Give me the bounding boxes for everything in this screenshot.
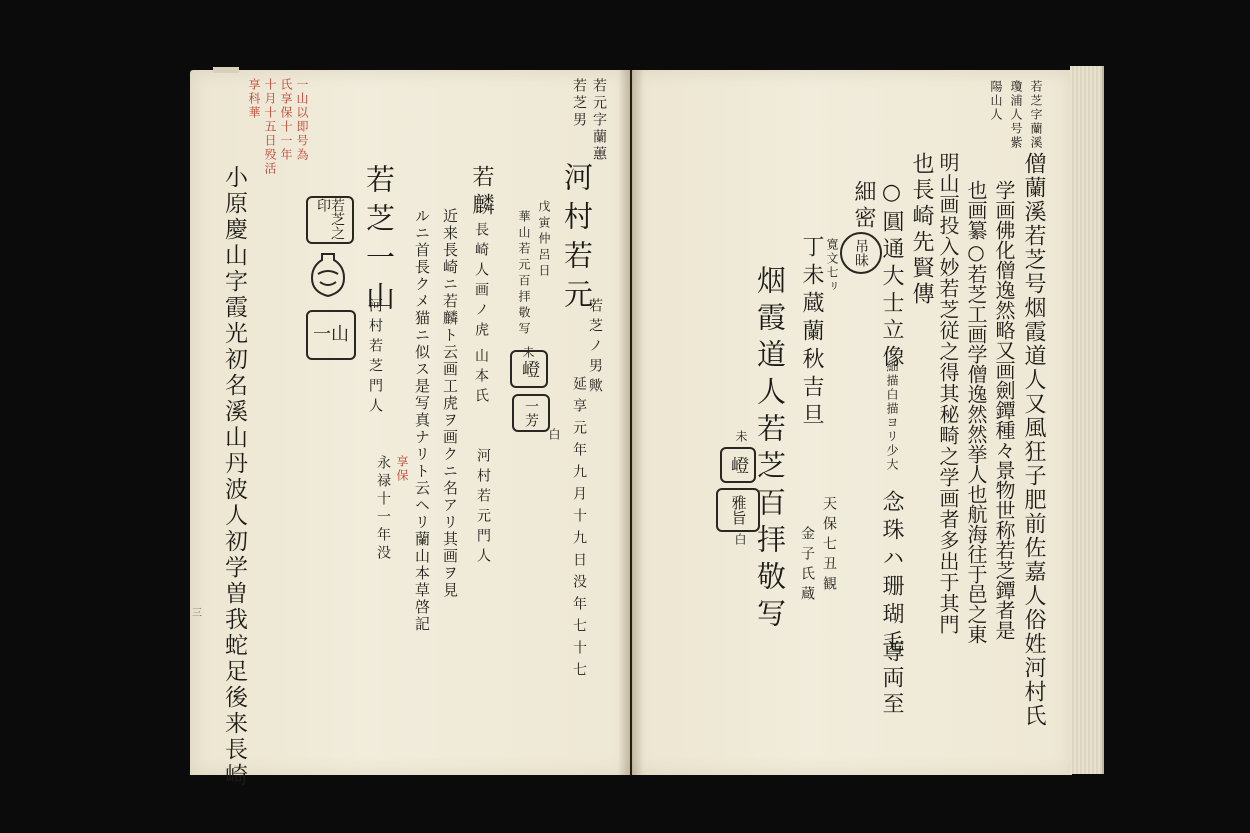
note-black: 若芝男 (571, 78, 587, 129)
jakushi-teacher: 河村若芝門人 (367, 298, 383, 418)
kawamura-seal-1: 嶝 (510, 350, 548, 388)
text-column-6: ○圓通大士立像 (879, 180, 904, 372)
heading-kawamura: 河村若元 (560, 162, 594, 318)
book-gutter (618, 70, 644, 775)
provenance-date: 天保七丑観 (821, 496, 837, 596)
text-column-8: 丁未蔵蘭秋吉旦 (799, 235, 824, 431)
kawamura-note: 若芝ノ男歟 (587, 298, 603, 398)
jakurin-text-2: ルニ首長クメ猫ニ似ス是写真ナリト云ヘリ蘭山本草啓記 (413, 208, 431, 633)
text-column-1: 僧蘭溪若芝号烟霞道人又風狂子肥前佐嘉人俗姓河村氏 (1021, 152, 1046, 728)
heading-jakushi: 若芝一山 (362, 164, 396, 320)
jakurin-origin: 長崎人画ノ虎 (473, 222, 489, 342)
seal-mark-bottom: 白 (733, 533, 747, 547)
jakushi-era-correction: 享保 (395, 455, 409, 483)
artist-seal-1: 嶝 (720, 447, 756, 483)
text-column-2: 学画佛化僧逸然略又画劍鐔種々景物世称若芝鐔者是 (992, 180, 1016, 640)
kawamura-date: 延享元年九月十九日没年七十七 (571, 376, 587, 684)
ichizan-seal: 一山 (306, 310, 356, 360)
page-edges (1070, 66, 1104, 774)
note-red: 十月十五日殁活 (263, 78, 277, 176)
text-column-5: 也長崎先賢傳 (909, 152, 934, 308)
text-column-6-end: 尊両至 (879, 640, 904, 718)
kawamura-seal-2: 一芳 (512, 394, 550, 432)
note-red: 享科華 (247, 78, 261, 120)
jakurin-teacher: 河村若元門人 (475, 448, 491, 568)
signature-column: 烟霞道人若芝百拝敬写 (753, 265, 787, 635)
text-column-6-note: 細描白描ヨリ少大 (885, 360, 899, 472)
seal-mark-top: 未 (734, 430, 748, 444)
side-note-line: 瓊浦人号紫 (1009, 80, 1023, 150)
jakushi-seal: 若芝之印 (306, 196, 354, 244)
provenance-owner: 金子氏蔵 (799, 526, 815, 606)
seal-inscription: 華山若元百拝敬写 (517, 210, 531, 338)
jakurin-surname: 山本氏 (473, 348, 489, 408)
jakushi-date: 永禄十一年没 (375, 455, 391, 563)
text-column-3: 也画纂○若芝工画学僧逸然然挙人也航海往于邑之東 (964, 180, 988, 644)
note-black: 若元字蘭蕙 (591, 78, 607, 163)
round-seal: 吊昧 (840, 232, 882, 274)
text-column-6-beads: 念珠ハ珊瑚毛 (879, 490, 904, 658)
side-note-line: 若芝字蘭溪 (1029, 80, 1043, 150)
page-tab (213, 67, 239, 73)
text-column-4: 明山画投入妙若芝従之得其秘畸之学画者多出于其門 (936, 152, 960, 635)
vase-seal-icon (308, 250, 348, 300)
date-small: 寛文七ㇼ (825, 238, 839, 294)
note-red: 一山以即号為 (295, 78, 309, 162)
seal-mark: 未 (521, 346, 535, 360)
seal-inscription: 戊寅仲呂日 (537, 200, 551, 280)
heading-ohara: 小原慶山字霞光初名溪山丹波人初学曽我蛇足後来長崎 (221, 165, 247, 789)
seal-mark: 白 (547, 428, 561, 442)
note-red: 氏享保十一年 (279, 78, 293, 162)
page-number: 三 (192, 608, 202, 619)
jakurin-text-1: 近来長崎ニ若麟ト云画工虎ヲ画クニ名アリ其画ヲ見 (441, 208, 459, 599)
artist-seal-2: 雅旨 (716, 488, 760, 532)
heading-jakurin: 若麟 (469, 165, 494, 221)
text-column-7: 細密 (851, 180, 876, 232)
side-note-line: 陽山人 (989, 80, 1003, 122)
